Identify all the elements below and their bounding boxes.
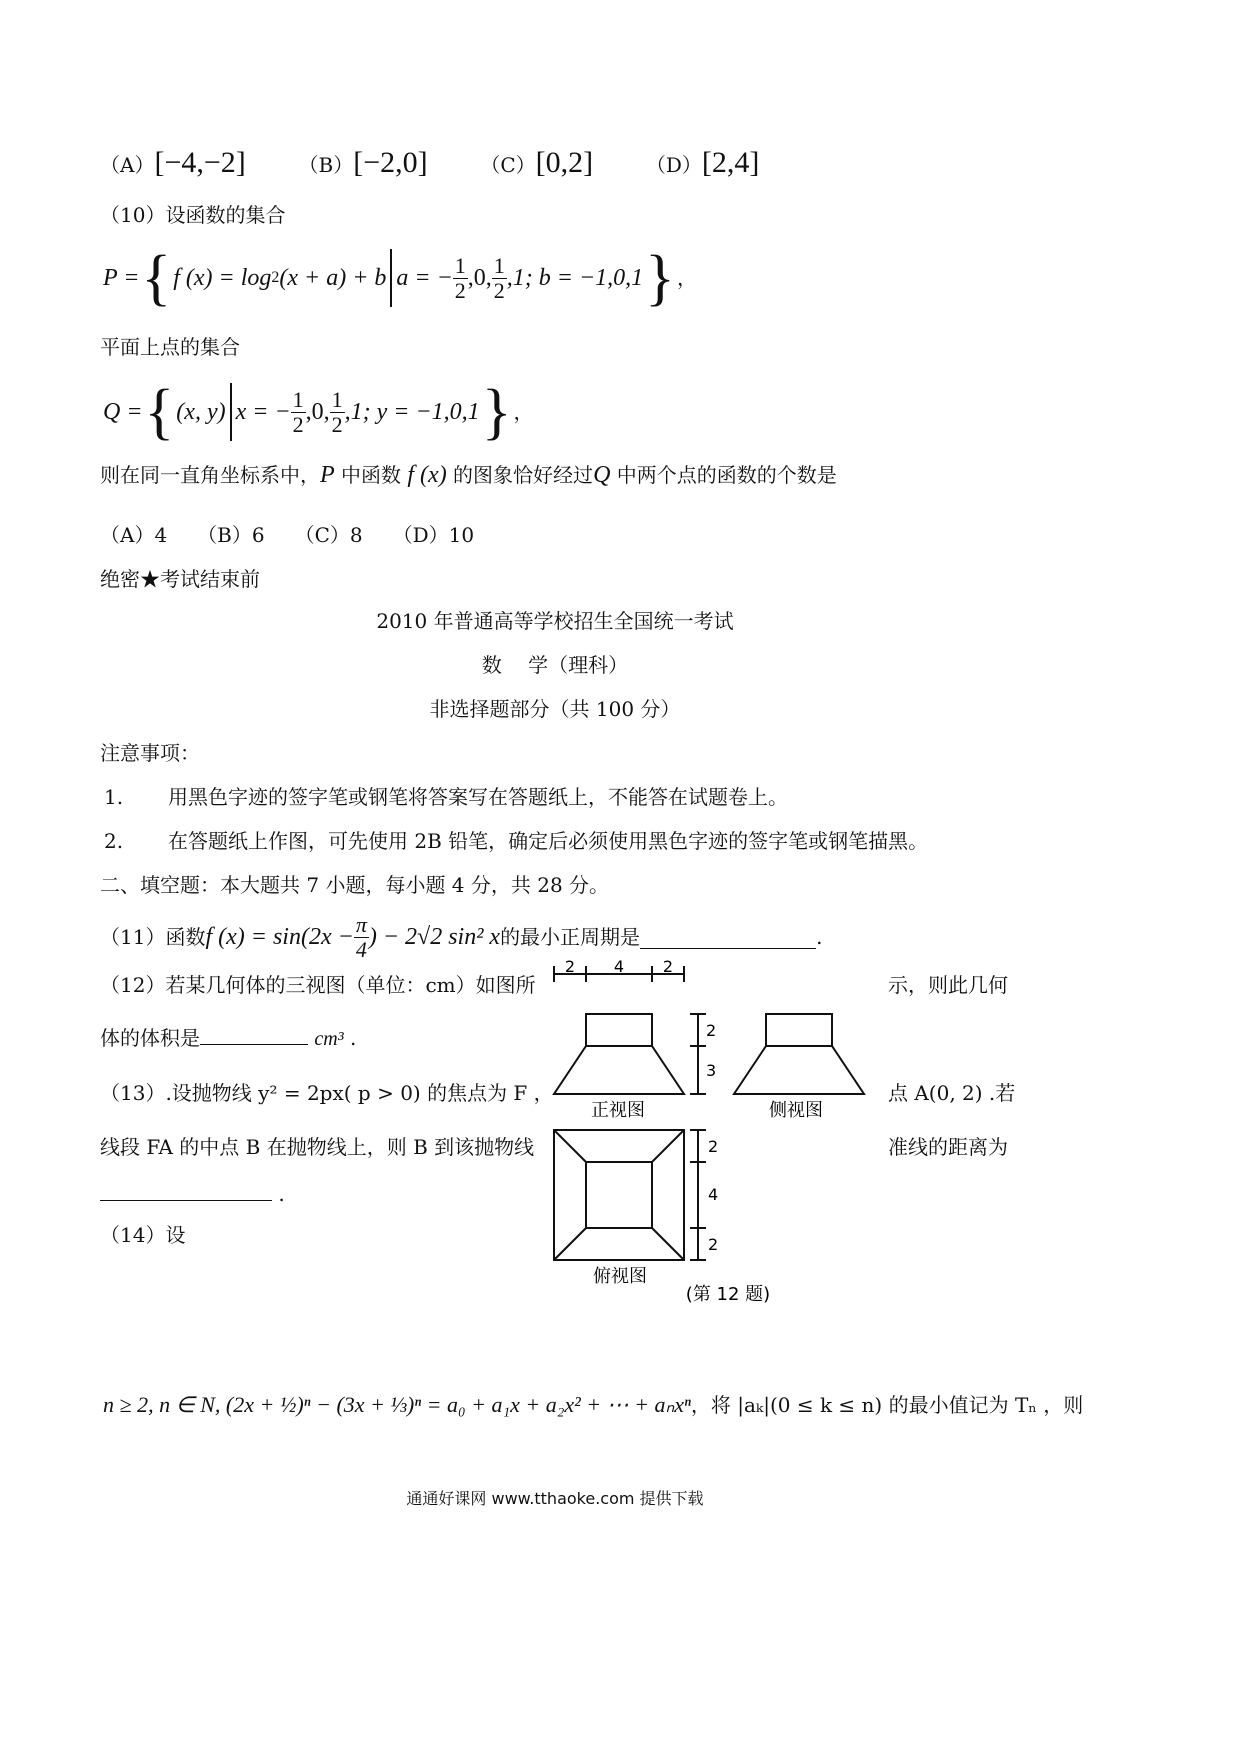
q10-question-q: Q [593, 462, 611, 488]
q10-question-part-2: 中函数 [334, 463, 408, 487]
q10-q-lhs: Q = [103, 398, 143, 425]
dim-plan-top: 2 [708, 1137, 719, 1156]
q10-p-frac-2 [492, 254, 507, 303]
q10-plane-text: 平面上点的集合 [100, 335, 240, 359]
q10-p-body-2: (x + a) + b [279, 264, 387, 291]
q10-options: （A）4 （B）6 （C）8 （D）10 [100, 523, 475, 547]
q14-line [103, 1380, 1083, 1430]
q12-unit: cm³ [314, 1028, 344, 1050]
frac-denominator: 2 [331, 411, 343, 437]
figure-caption: (第 12 题) [685, 1284, 771, 1305]
q9-option-c-value: [0,2] [535, 146, 594, 179]
q12-line-2 [100, 1024, 356, 1052]
dim-top-mid: 4 [613, 960, 625, 976]
q10-p-body-4: ,0, [467, 264, 492, 291]
dim-plan-mid: 4 [708, 1185, 719, 1204]
q10-p-frac-1 [453, 254, 468, 303]
dim-top-right: 2 [662, 960, 674, 976]
note-2-number: 2. [104, 829, 124, 853]
q10-p-divider [390, 249, 392, 307]
q13-end: . [272, 1182, 285, 1206]
dim-plan-bottom: 2 [708, 1235, 719, 1254]
q12-answer-blank[interactable] [200, 1024, 308, 1045]
q9-option-c-label: （C） [480, 153, 536, 177]
dim-front-top: 2 [706, 1021, 717, 1040]
q9-option-b-label: （B） [298, 153, 354, 177]
q9-options-row [100, 146, 760, 179]
frac-numerator: π [355, 911, 367, 937]
frac-numerator: 1 [454, 252, 466, 278]
dim-front-bottom: 3 [706, 1061, 717, 1080]
q10-q-frac-1 [291, 388, 306, 437]
q11-suffix: 的最小正周期是 [500, 925, 641, 949]
q12-volume-text: 体的体积是 [100, 1026, 200, 1050]
part2-heading: 二、填空题：本大题共 7 小题，每小题 4 分，共 28 分。 [100, 873, 610, 897]
q11-line [100, 910, 822, 964]
q10-question-part-4: 中两个点的函数的个数是 [610, 463, 837, 487]
q13-right-text: 点 A(0, 2) .若 [888, 1081, 1016, 1105]
q10-intro: （10）设函数的集合 [100, 203, 286, 227]
q10-q-body-4: ,1; y = −1,0,1 [344, 398, 480, 425]
q9-option-a-label: （A） [100, 153, 155, 177]
q10-p-body-1: f (x) = log [173, 264, 272, 291]
q13-left-text: （13）.设抛物线 y² = 2px( p > 0) 的焦点为 F ， [100, 1081, 554, 1105]
q10-q-divider [230, 383, 232, 441]
frac-denominator: 2 [292, 411, 304, 437]
three-view-figure [538, 960, 878, 1310]
q9-option-d-label: （D） [645, 153, 702, 177]
q10-q-body-1: (x, y) [176, 398, 226, 425]
dim-top-left: 2 [564, 960, 576, 976]
q10-q-tail: ， [513, 400, 534, 424]
footer-text: 通通好课网 www.tthaoke.com 提供下载 [406, 1489, 704, 1508]
q10-p-subscript: 2 [271, 269, 280, 286]
front-view-shape [554, 966, 706, 1094]
plan-view-shape [554, 1130, 706, 1260]
q9-option-a-value: [−4,−2] [154, 146, 246, 179]
q11-answer-blank[interactable] [640, 926, 816, 949]
section-title: 非选择题部分（共 100 分） [429, 697, 681, 721]
q12-left-text: （12）若某几何体的三视图（单位：cm）如图所 [100, 973, 536, 997]
q10-q-body-2: x = − [235, 398, 291, 425]
q13-line-3 [100, 1180, 285, 1207]
frac-denominator: 2 [493, 277, 505, 303]
notes-heading: 注意事项： [100, 741, 200, 765]
frac-numerator: 1 [493, 252, 505, 278]
q10-question [100, 462, 837, 488]
q13-line-2-left: 线段 FA 的中点 B 在抛物线上，则 B 到该抛物线 [100, 1135, 535, 1159]
q10-q-right-brace: } [481, 378, 512, 446]
secret-label: 绝密★考试结束前 [100, 567, 260, 591]
q12-end: . [343, 1026, 357, 1050]
q10-p-body-3: a = − [396, 264, 453, 291]
q10-question-part-1: 则在同一直角坐标系中， [100, 463, 320, 487]
q10-set-p [103, 244, 697, 312]
note-1-number: 1. [104, 785, 124, 809]
q14-text: ，将 |aₖ|(0 ≤ k ≤ n) 的最小值记为 Tₙ ，则 [690, 1393, 1084, 1417]
front-view-label: 正视图 [591, 1100, 645, 1121]
q10-q-left-brace: { [144, 378, 175, 446]
q10-question-part-3: 的图象恰好经过 [446, 463, 594, 487]
q13-line-2-right: 准线的距离为 [888, 1135, 1008, 1159]
side-view-label: 侧视图 [769, 1100, 823, 1121]
q10-p-body-5: ,1; b = −1,0,1 [506, 264, 644, 291]
q9-option-d-value: [2,4] [701, 146, 760, 179]
q10-q-frac-2 [330, 388, 345, 437]
note-1-text: 用黑色字迹的签字笔或钢笔将答案写在答题纸上，不能答在试题卷上。 [168, 785, 788, 809]
q10-p-left-brace: { [141, 244, 172, 312]
q10-set-q [103, 378, 533, 446]
q10-p-lhs: P = [103, 264, 140, 291]
q10-question-p: P [320, 462, 335, 488]
q11-function-end: ) − 2√2 sin² x [368, 923, 501, 950]
frac-denominator: 2 [454, 277, 466, 303]
frac-numerator: 1 [331, 386, 343, 412]
q13-answer-blank[interactable] [100, 1180, 272, 1201]
note-2-text: 在答题纸上作图，可先使用 2B 铅笔，确定后必须使用黑色字迹的签字笔或钢笔描黑。 [168, 829, 929, 853]
q11-end: . [816, 925, 823, 949]
subject-title: 数 学（理科） [481, 653, 629, 677]
q10-q-body-3: ,0, [305, 398, 330, 425]
q11-function-start: f (x) = sin(2x − [205, 923, 354, 950]
plan-view-label: 俯视图 [593, 1266, 647, 1287]
q10-p-tail: ， [676, 266, 697, 290]
q14-formula: n ≥ 2, n ∈ N, (2x + ½)ⁿ − (3x + ⅓)ⁿ = a₀ + a₁x + a₂x² + ⋯ + aₙxⁿ [103, 1392, 691, 1417]
frac-denominator: 4 [355, 936, 367, 962]
frac-numerator: 1 [292, 386, 304, 412]
q10-question-fx: f (x) [407, 462, 447, 488]
q10-p-right-brace: } [645, 244, 675, 312]
q14-intro: （14）设 [100, 1223, 186, 1247]
q11-pi-over-4 [354, 913, 369, 962]
exam-title: 2010 年普通高等学校招生全国统一考试 [376, 609, 734, 633]
q12-right-text: 示，则此几何 [888, 973, 1008, 997]
q11-prefix: （11）函数 [100, 925, 206, 949]
q9-option-b-value: [−2,0] [353, 146, 428, 179]
side-view-shape [734, 1014, 864, 1094]
